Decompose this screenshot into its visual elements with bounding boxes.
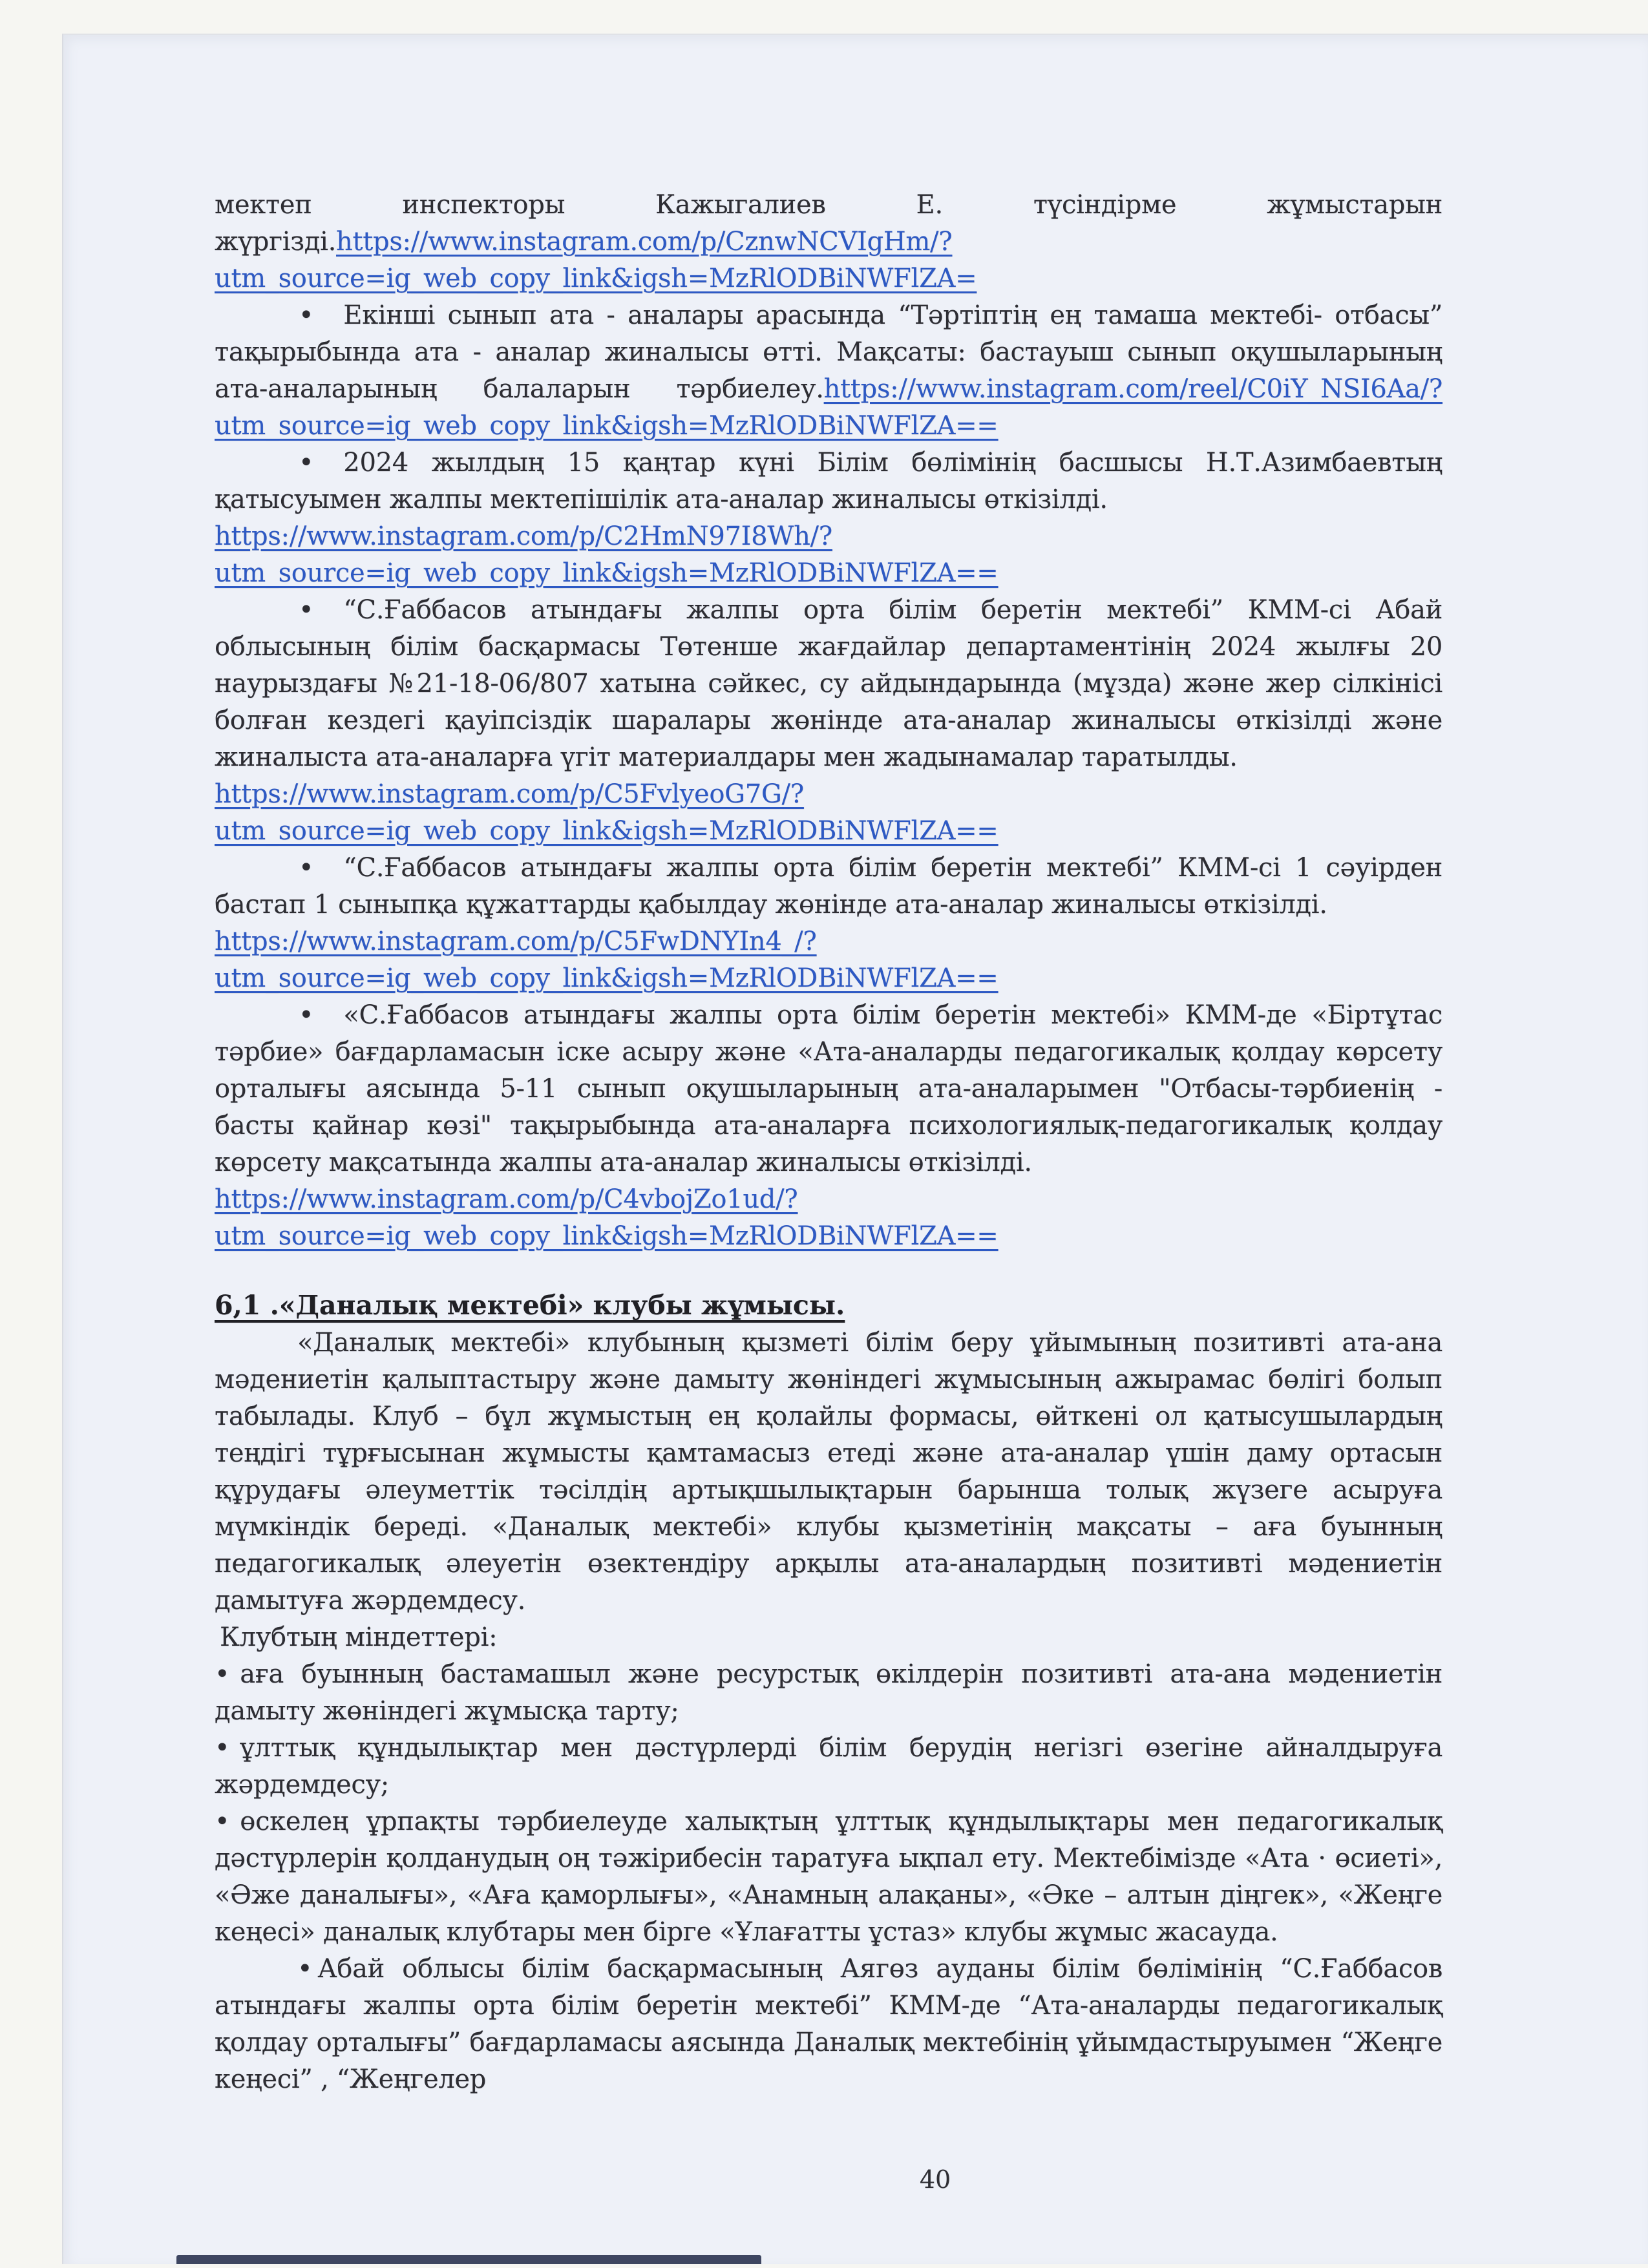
- task-text: ұлттық құндылықтар мен дәстүрлерді білім берудің негізгі өзегіне айналдыруға жәрдемдесу;: [215, 1733, 1442, 1800]
- link-row: [215, 518, 1442, 592]
- paragraph-text: “С.Ғаббасов атындағы жалпы орта білім беретін мектебі” КММ-сі Абай облысының білім басқармасы Төтенше жағдайлар департаментінің 2024 жылғы 20 наурыздағы №21-18-06/807 хатына сәйкес, су айдындарында (мұзда) және жер сілкінісі болған кездегі қауіпсіздік шаралары жөнінде ата-аналар жиналысы өткізілді және жиналыста ата-аналарға үгіт материалдары мен жадынамалар таратылды.: [215, 595, 1442, 772]
- tasks-label: [215, 1619, 1442, 1656]
- label-text: Клубтың міндеттері:: [220, 1622, 498, 1652]
- link-row: [215, 776, 1442, 850]
- section-heading-text: 6,1 .«Даналық мектебі» клубы жұмысы.: [215, 1290, 845, 1321]
- instagram-link[interactable]: https://www.instagram.com/reel/C0iY_NSI6Aa/?utm_source=ig_web_copy_link&igsh=MzRlODBiNWFlZA==: [215, 374, 1442, 441]
- paragraph-text: Екінші сынып ата - аналары арасында “Тәртіптің ең тамаша мектебі- отбасы” тақырыбында ата - аналар жиналысы өтті. Мақсаты: бастауыш сынып оқушыларының ата-аналарының балаларын тәрбиелеу.: [215, 300, 1442, 404]
- instagram-link[interactable]: https://www.instagram.com/p/C4vbojZo1ud/?utm_source=ig_web_copy_link&igsh=MzRlODBiNWFlZA==: [215, 1184, 998, 1251]
- bullet-icon: •: [299, 300, 314, 330]
- instagram-link[interactable]: https://www.instagram.com/p/C5FwDNYIn4_/?utm_source=ig_web_copy_link&igsh=MzRlODBiNWFlZA==: [215, 927, 998, 993]
- bullet-icon: •: [299, 853, 314, 883]
- instagram-link[interactable]: https://www.instagram.com/p/CznwNCVIgHm/?utm_source=ig_web_copy_link&igsh=MzRlODBiNWFlZA=: [215, 227, 977, 293]
- task-item: [215, 1803, 1442, 1951]
- task-item: [215, 1656, 1442, 1730]
- paragraph-text: 2024 жылдың 15 қаңтар күні Білім бөлімінің басшысы Н.Т.Азимбаевтың қатысуымен жалпы мектепішілік ата-аналар жиналысы өткізілді.: [215, 448, 1442, 514]
- bullet-icon: •: [297, 1954, 313, 1984]
- bullet-item-january-meeting: [215, 445, 1442, 518]
- paragraph-text: Абай облысы білім басқармасының Аягөз ауданы білім бөлімінің “С.Ғаббасов атындағы жалпы орта білім беретін мектебі” КММ-де “Ата-аналарды педагогикалық қолдау орталығы” бағдарламасы аясында Даналық мектебінің ұйымдастыруымен “Жеңге кеңесі” , “Жеңгелер: [215, 1954, 1442, 2094]
- bullet-icon: •: [299, 1000, 314, 1030]
- bullet-item-safety-meeting: [215, 592, 1442, 776]
- page-content: [215, 187, 1442, 2194]
- bullet-icon: •: [299, 448, 314, 478]
- paragraph-text: “С.Ғаббасов атындағы жалпы орта білім беретін мектебі” КММ-сі 1 сәуірден бастап 1 сыныпқа құжаттарды қабылдау жөнінде ата-аналар жиналысы өткізілді.: [215, 853, 1442, 919]
- paragraph-intro: [215, 187, 1442, 297]
- task-item: [215, 1730, 1442, 1803]
- page-number-text: 40: [919, 2165, 951, 2194]
- bullet-item-final: [215, 1951, 1442, 2098]
- bullet-item-family-education-meeting: [215, 997, 1442, 1181]
- document-page: [62, 34, 1648, 2264]
- task-text: аға буынның бастамашыл және ресурстық өкілдерін позитивті ата-ана мәдениетін дамыту жөніндегі жұмысқа тарту;: [215, 1659, 1442, 1726]
- bullet-icon: •: [215, 1807, 230, 1836]
- bullet-item-parents-meeting: [215, 297, 1442, 445]
- scan-artifact-strip: [176, 2255, 761, 2264]
- instagram-link[interactable]: https://www.instagram.com/p/C2HmN97I8Wh/?utm_source=ig_web_copy_link&igsh=MzRlODBiNWFlZA==: [215, 521, 998, 588]
- bullet-item-enrollment-meeting: [215, 850, 1442, 923]
- bullet-icon: •: [299, 595, 314, 625]
- paragraph-text: мектеп инспекторы Кажыгалиев Е. түсіндірме жұмыстарын жүргізді.: [215, 190, 1442, 257]
- paragraph-text: «С.Ғаббасов атындағы жалпы орта білім беретін мектебі» КММ-де «Біртұтас тәрбие» бағдарламасын іске асыру және «Ата-аналарды педагогикалық қолдау көрсету орталығы аясында 5-11 сынып оқушыларының ата-аналарымен "Отбасы-тәрбиенің - басты қайнар көзі" тақырыбында ата-аналарға психологиялық-педагогикалық қолдау көрсету мақсатында жалпы ата-аналар жиналысы өткізілді.: [215, 1000, 1442, 1177]
- page-number: [215, 2165, 1442, 2194]
- link-row: [215, 923, 1442, 997]
- task-text: өскелең ұрпақты тәрбиелеуде халықтың ұлттық құндылықтары мен педагогикалық дәстүрлерін қолданудың оң тәжірибесін таратуға ықпал ету. Мектебімізде «Ата · өсиеті», «Әже даналығы», «Аға қаморлығы», «Анамның алақаны», «Әке – алтын діңгек», «Жеңге кеңесі» даналық клубтары мен бірге «Ұлағатты ұстаз» клубы жұмыс жасауда.: [215, 1807, 1442, 1947]
- section-heading: [215, 1286, 1442, 1325]
- paragraph-text: «Даналық мектебі» клубының қызметі білім беру ұйымының позитивті ата-ана мәдениетін қалыптастыру және дамыту жөніндегі жұмысының ажырамас бөлігі болып табылады. Клуб – бұл жұмыстың ең қолайлы формасы, өйткені ол қатысушылардың теңдігі тұрғысынан жұмысты қамтамасыз етеді және ата-аналар үшін даму ортасын құрудағы әлеуметтік тәсілдің артықшылықтарын барынша толық жүзеге асыруға мүмкіндік береді. «Даналық мектебі» клубы қызметінің мақсаты – аға буынның педагогикалық әлеуетін өзектендіру арқылы ата-аналардың позитивті мәдениетін дамытуға жәрдемдесу.: [215, 1328, 1442, 1615]
- bullet-icon: •: [215, 1733, 230, 1763]
- link-row: [215, 1181, 1442, 1255]
- instagram-link[interactable]: https://www.instagram.com/p/C5FvlyeoG7G/?utm_source=ig_web_copy_link&igsh=MzRlODBiNWFlZA==: [215, 779, 998, 846]
- bullet-icon: •: [215, 1659, 230, 1689]
- section-paragraph: [215, 1325, 1442, 1619]
